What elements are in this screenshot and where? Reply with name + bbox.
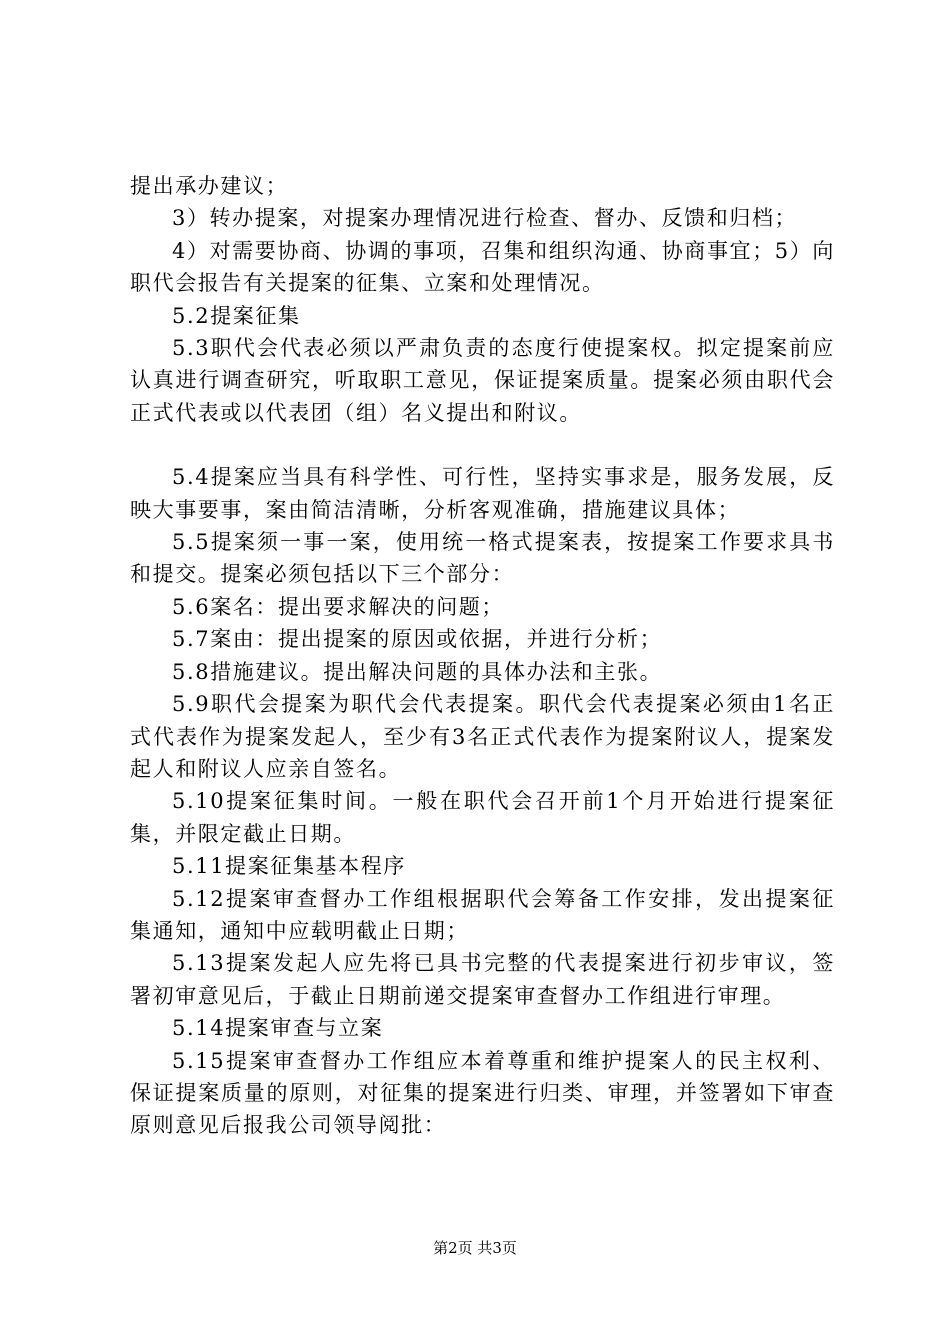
paragraph-1: 提出承办建议； [130, 174, 289, 198]
paragraph-5-13: 5.13提案发起人应先将已具书完整的代表提案进行初步审议，签署初审意见后，于截止日期前递交提案审查督办工作组进行审理。 [130, 951, 835, 1008]
paragraph-2: 3）转办提案，对提案办理情况进行检查、督办、反馈和归档； [172, 206, 798, 231]
paragraph-5-3: 5.3职代会代表必须以严肃负责的态度行使提案权。拟定提案前应认真进行调查研究，听取职工意见，保证提案质量。提案必须由职代会正式代表或以代表团（组）名义提出和附议。 [130, 336, 835, 425]
document-body [130, 170, 835, 1142]
paragraph-3: 4）对需要协商、协调的事项，召集和组织沟通、协商事宜；5）向职代会报告有关提案的征集、立案和处理情况。 [130, 238, 835, 296]
paragraph-5-7: 5.7案由：提出提案的原因或依据，并进行分析； [172, 627, 663, 652]
paragraph-5-9: 5.9职代会提案为职代会代表提案。职代会代表提案必须由1名正式代表作为提案发起人，至少有3名正式代表作为提案附议人，提案发起人和附议人应亲自签名。 [130, 692, 835, 781]
paragraph-5-15: 5.15提案审查督办工作组应本着尊重和维护提案人的民主权利、保证提案质量的原则，对征集的提案进行归类、审理，并签署如下审查原则意见后报我公司领导阅批： [130, 1048, 835, 1138]
paragraph-5-8: 5.8措施建议。提出解决问题的具体办法和主张。 [172, 659, 663, 684]
paragraph-5-5: 5.5提案须一事一案，使用统一格式提案表，按提案工作要求具书和提交。提案必须包括以下三个部分： [130, 530, 835, 587]
paragraph-5-12: 5.12提案审查督办工作组根据职代会筹备工作安排，发出提案征集通知，通知中应载明截止日期； [130, 886, 835, 943]
section-heading-5-2: 5.2提案征集 [172, 303, 301, 328]
page-number-footer: 第2页 共3页 [433, 1239, 517, 1257]
paragraph-5-10: 5.10提案征集时间。一般在职代会召开前1个月开始进行提案征集，并限定截止日期。 [130, 789, 835, 846]
paragraph-5-6: 5.6案名：提出要求解决的问题； [172, 594, 504, 619]
paragraph-5-4: 5.4提案应当具有科学性、可行性，坚持实事求是，服务发展，反映大事要事，案由简洁清晰，分析客观准确，措施建议具体； [130, 465, 835, 522]
section-heading-5-14: 5.14提案审查与立案 [172, 1016, 384, 1041]
section-heading-5-11: 5.11提案征集基本程序 [172, 854, 406, 879]
